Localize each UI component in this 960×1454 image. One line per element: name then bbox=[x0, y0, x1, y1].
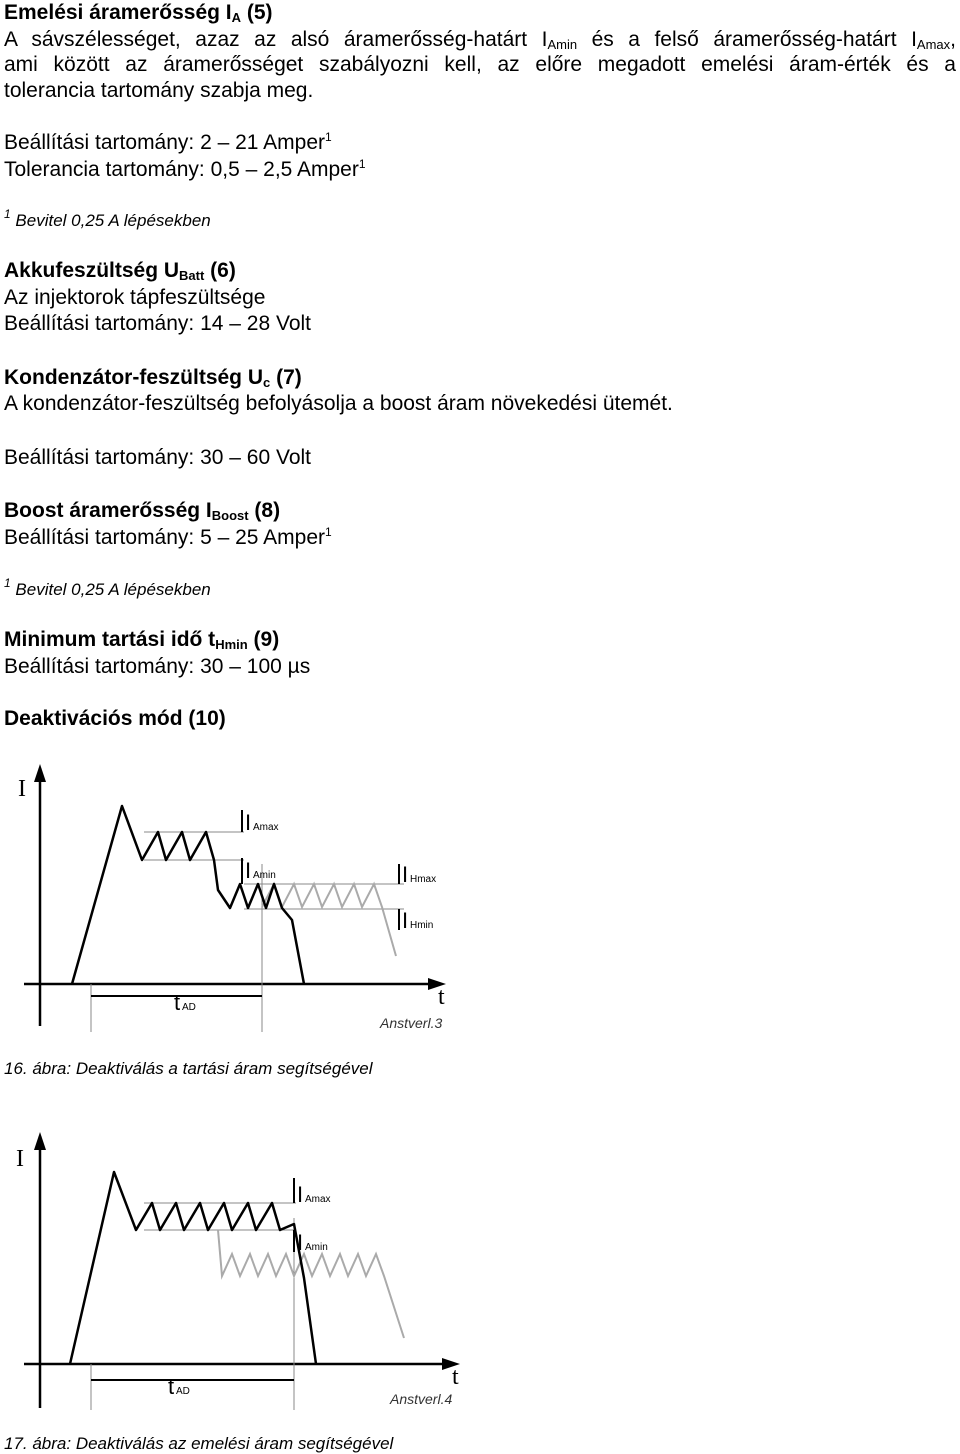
label-iamin bbox=[297, 1230, 328, 1255]
paragraph-line: A kondenzátor-feszültség befolyásolja a boost áram növekedési ütemét. bbox=[4, 392, 673, 415]
paragraph-line: tolerancia tartomány szabja meg. bbox=[4, 79, 314, 102]
level-markers bbox=[91, 810, 399, 996]
svg-text:Hmin: Hmin bbox=[410, 920, 434, 931]
setting-range: Beállítási tartomány: 2 – 21 Amper$^1$ bbox=[4, 130, 332, 154]
y-axis-label: I bbox=[16, 1146, 24, 1172]
x-axis-label: t bbox=[438, 984, 445, 1010]
svg-text:I: I bbox=[245, 810, 252, 835]
y-axis-label: I bbox=[18, 776, 26, 802]
section-title-capacitor-voltage: Kondenzátor-feszültség $U_c$ (7) bbox=[4, 366, 302, 390]
svg-text:I: I bbox=[245, 858, 252, 883]
svg-text:AD: AD bbox=[176, 1386, 190, 1397]
figure-16-caption: 16. ábra: Deaktiválás a tartási áram segítségével bbox=[4, 1059, 373, 1078]
footnote: $^1$ Bevitel 0,25 A lépésekben bbox=[4, 576, 211, 599]
figure-16-diagram bbox=[4, 760, 474, 1038]
paragraph-line: Az injektorok tápfeszültsége bbox=[4, 286, 266, 309]
svg-text:I: I bbox=[402, 862, 409, 887]
section-title-lifting-current: Emelési áramerősség $I_A$ (5) bbox=[4, 1, 273, 25]
svg-text:Amin: Amin bbox=[305, 1242, 328, 1253]
setting-range: Beállítási tartomány: 30 – 100 µs bbox=[4, 655, 311, 678]
svg-text:I: I bbox=[402, 908, 409, 933]
section-title-deactivation-mode: Deaktivációs mód (10) bbox=[4, 707, 226, 730]
svg-text:t: t bbox=[174, 990, 181, 1015]
svg-text:I: I bbox=[297, 1230, 304, 1255]
tolerance-range: Tolerancia tartomány: 0,5 – 2,5 Amper$^1$ bbox=[4, 157, 366, 181]
svg-text:t: t bbox=[168, 1374, 175, 1399]
figure-17-diagram bbox=[4, 1128, 474, 1418]
label-iamax bbox=[297, 1182, 331, 1207]
x-axis-label: t bbox=[452, 1364, 459, 1390]
svg-text:AD: AD bbox=[182, 1002, 196, 1013]
label-tad bbox=[174, 990, 196, 1015]
svg-text:Amax: Amax bbox=[253, 822, 279, 833]
section-title-min-hold-time: Minimum tartási idő $t_{Hmin}$ (9) bbox=[4, 628, 280, 652]
footnote: $^1$ Bevitel 0,25 A lépésekben bbox=[4, 207, 211, 230]
paragraph-line: ami között az áramerősséget szabályozni kell, az előre megadott emelési áram-érték és a bbox=[4, 53, 956, 76]
level-markers bbox=[91, 1178, 294, 1380]
figure-17-caption: 17. ábra: Deaktiválás az emelési áram segítségével bbox=[4, 1434, 394, 1453]
label-ihmin bbox=[402, 908, 433, 933]
svg-text:Amin: Amin bbox=[253, 870, 276, 881]
section-title-battery-voltage: Akkufeszültség $U_{Batt}$ (6) bbox=[4, 259, 236, 283]
label-iamin bbox=[245, 858, 276, 883]
svg-text:I: I bbox=[297, 1182, 304, 1207]
setting-range: Beállítási tartomány: 30 – 60 Volt bbox=[4, 446, 312, 469]
paragraph-line: A sávszélességet, azaz az alsó áramerősség-határt $I_{Amin}$ és a felső áramerősség-határt $I_{Amax}$, bbox=[4, 28, 956, 52]
setting-range: Beállítási tartomány: 5 – 25 Amper$^1$ bbox=[4, 525, 332, 549]
svg-text:Amax: Amax bbox=[305, 1194, 331, 1205]
label-ihmax bbox=[402, 862, 436, 887]
hold-current-curve-gray bbox=[262, 884, 396, 956]
section-title-boost-current: Boost áramerősség $I_{Boost}$ (8) bbox=[4, 499, 281, 523]
label-tad bbox=[168, 1374, 190, 1399]
figure-watermark: Anstverl.3 bbox=[380, 1015, 443, 1031]
figure-watermark: Anstverl.4 bbox=[390, 1391, 453, 1407]
svg-text:Hmax: Hmax bbox=[410, 874, 437, 885]
guide-lines bbox=[91, 1203, 296, 1410]
label-iamax bbox=[245, 810, 279, 835]
setting-range: Beállítási tartomány: 14 – 28 Volt bbox=[4, 312, 312, 335]
